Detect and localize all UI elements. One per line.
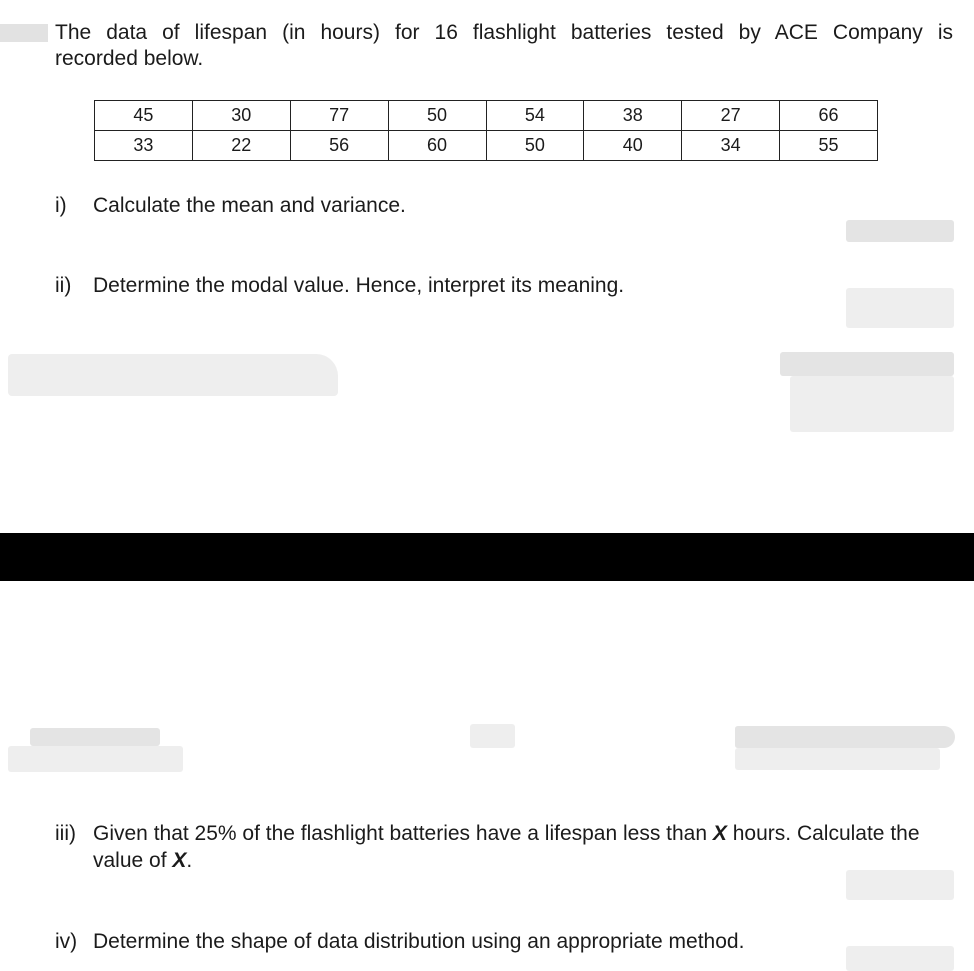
- table-cell: 54: [486, 101, 584, 131]
- redacted-working-3: [470, 724, 515, 748]
- table-row: [95, 131, 878, 161]
- redacted-answer-1: [780, 352, 954, 376]
- question-iii-variable-x: X: [712, 822, 727, 845]
- redacted-working-2: [30, 728, 160, 746]
- question-i-number: i): [55, 194, 67, 217]
- table-cell: 66: [780, 101, 878, 131]
- question-iii-text: [55, 820, 955, 874]
- table-cell: 34: [682, 131, 780, 161]
- page-divider-band: [0, 533, 974, 581]
- table-row: [95, 101, 878, 131]
- table-cell: 55: [780, 131, 878, 161]
- redacted-working-4: [735, 726, 955, 748]
- table-cell: 30: [192, 101, 290, 131]
- question-iii-text-before: Given that 25% of the flashlight batteries have a lifespan less than: [93, 822, 713, 845]
- question-i-text: Calculate the mean and variance.: [93, 194, 406, 217]
- table-cell: 27: [682, 101, 780, 131]
- question-iv: [55, 928, 744, 955]
- table-cell: 45: [95, 101, 193, 131]
- lifespan-data-table: [94, 100, 878, 161]
- redacted-working-4b: [735, 748, 940, 770]
- question-iii-text-middle: hours. Calculate the value of: [93, 822, 920, 872]
- redacted-mark-4: [846, 946, 954, 971]
- question-iii: [55, 820, 955, 874]
- question-ii-number: ii): [55, 274, 72, 297]
- table-cell: 50: [388, 101, 486, 131]
- question-iii-variable-x-2: X: [172, 849, 187, 872]
- redacted-working-2b: [8, 746, 183, 772]
- left-margin-marker: [0, 24, 48, 42]
- table-cell: 40: [584, 131, 682, 161]
- redacted-mark-2: [846, 288, 954, 328]
- redacted-working-1: [8, 354, 338, 396]
- redacted-mark-3: [846, 870, 954, 900]
- question-iv-number: iv): [55, 930, 78, 953]
- table-cell: 60: [388, 131, 486, 161]
- table-cell: 50: [486, 131, 584, 161]
- question-ii: [55, 272, 624, 299]
- question-iii-number: iii): [55, 822, 76, 845]
- question-iv-text: Determine the shape of data distribution using an appropriate method.: [93, 930, 745, 953]
- table-cell: 56: [290, 131, 388, 161]
- redacted-answer-1b: [790, 376, 954, 432]
- table-cell: 33: [95, 131, 193, 161]
- table-cell: 22: [192, 131, 290, 161]
- question-ii-text: Determine the modal value. Hence, interpret its meaning.: [93, 274, 625, 297]
- table-cell: 38: [584, 101, 682, 131]
- intro-line-2: recorded below.: [55, 47, 204, 70]
- question-iii-text-end: .: [186, 849, 193, 872]
- redacted-mark-1: [846, 220, 954, 242]
- problem-intro: [55, 20, 953, 72]
- intro-line-1: The data of lifespan (in hours) for 16 flashlight batteries tested by ACE Company is: [55, 21, 953, 44]
- question-i: [55, 192, 406, 219]
- table-cell: 77: [290, 101, 388, 131]
